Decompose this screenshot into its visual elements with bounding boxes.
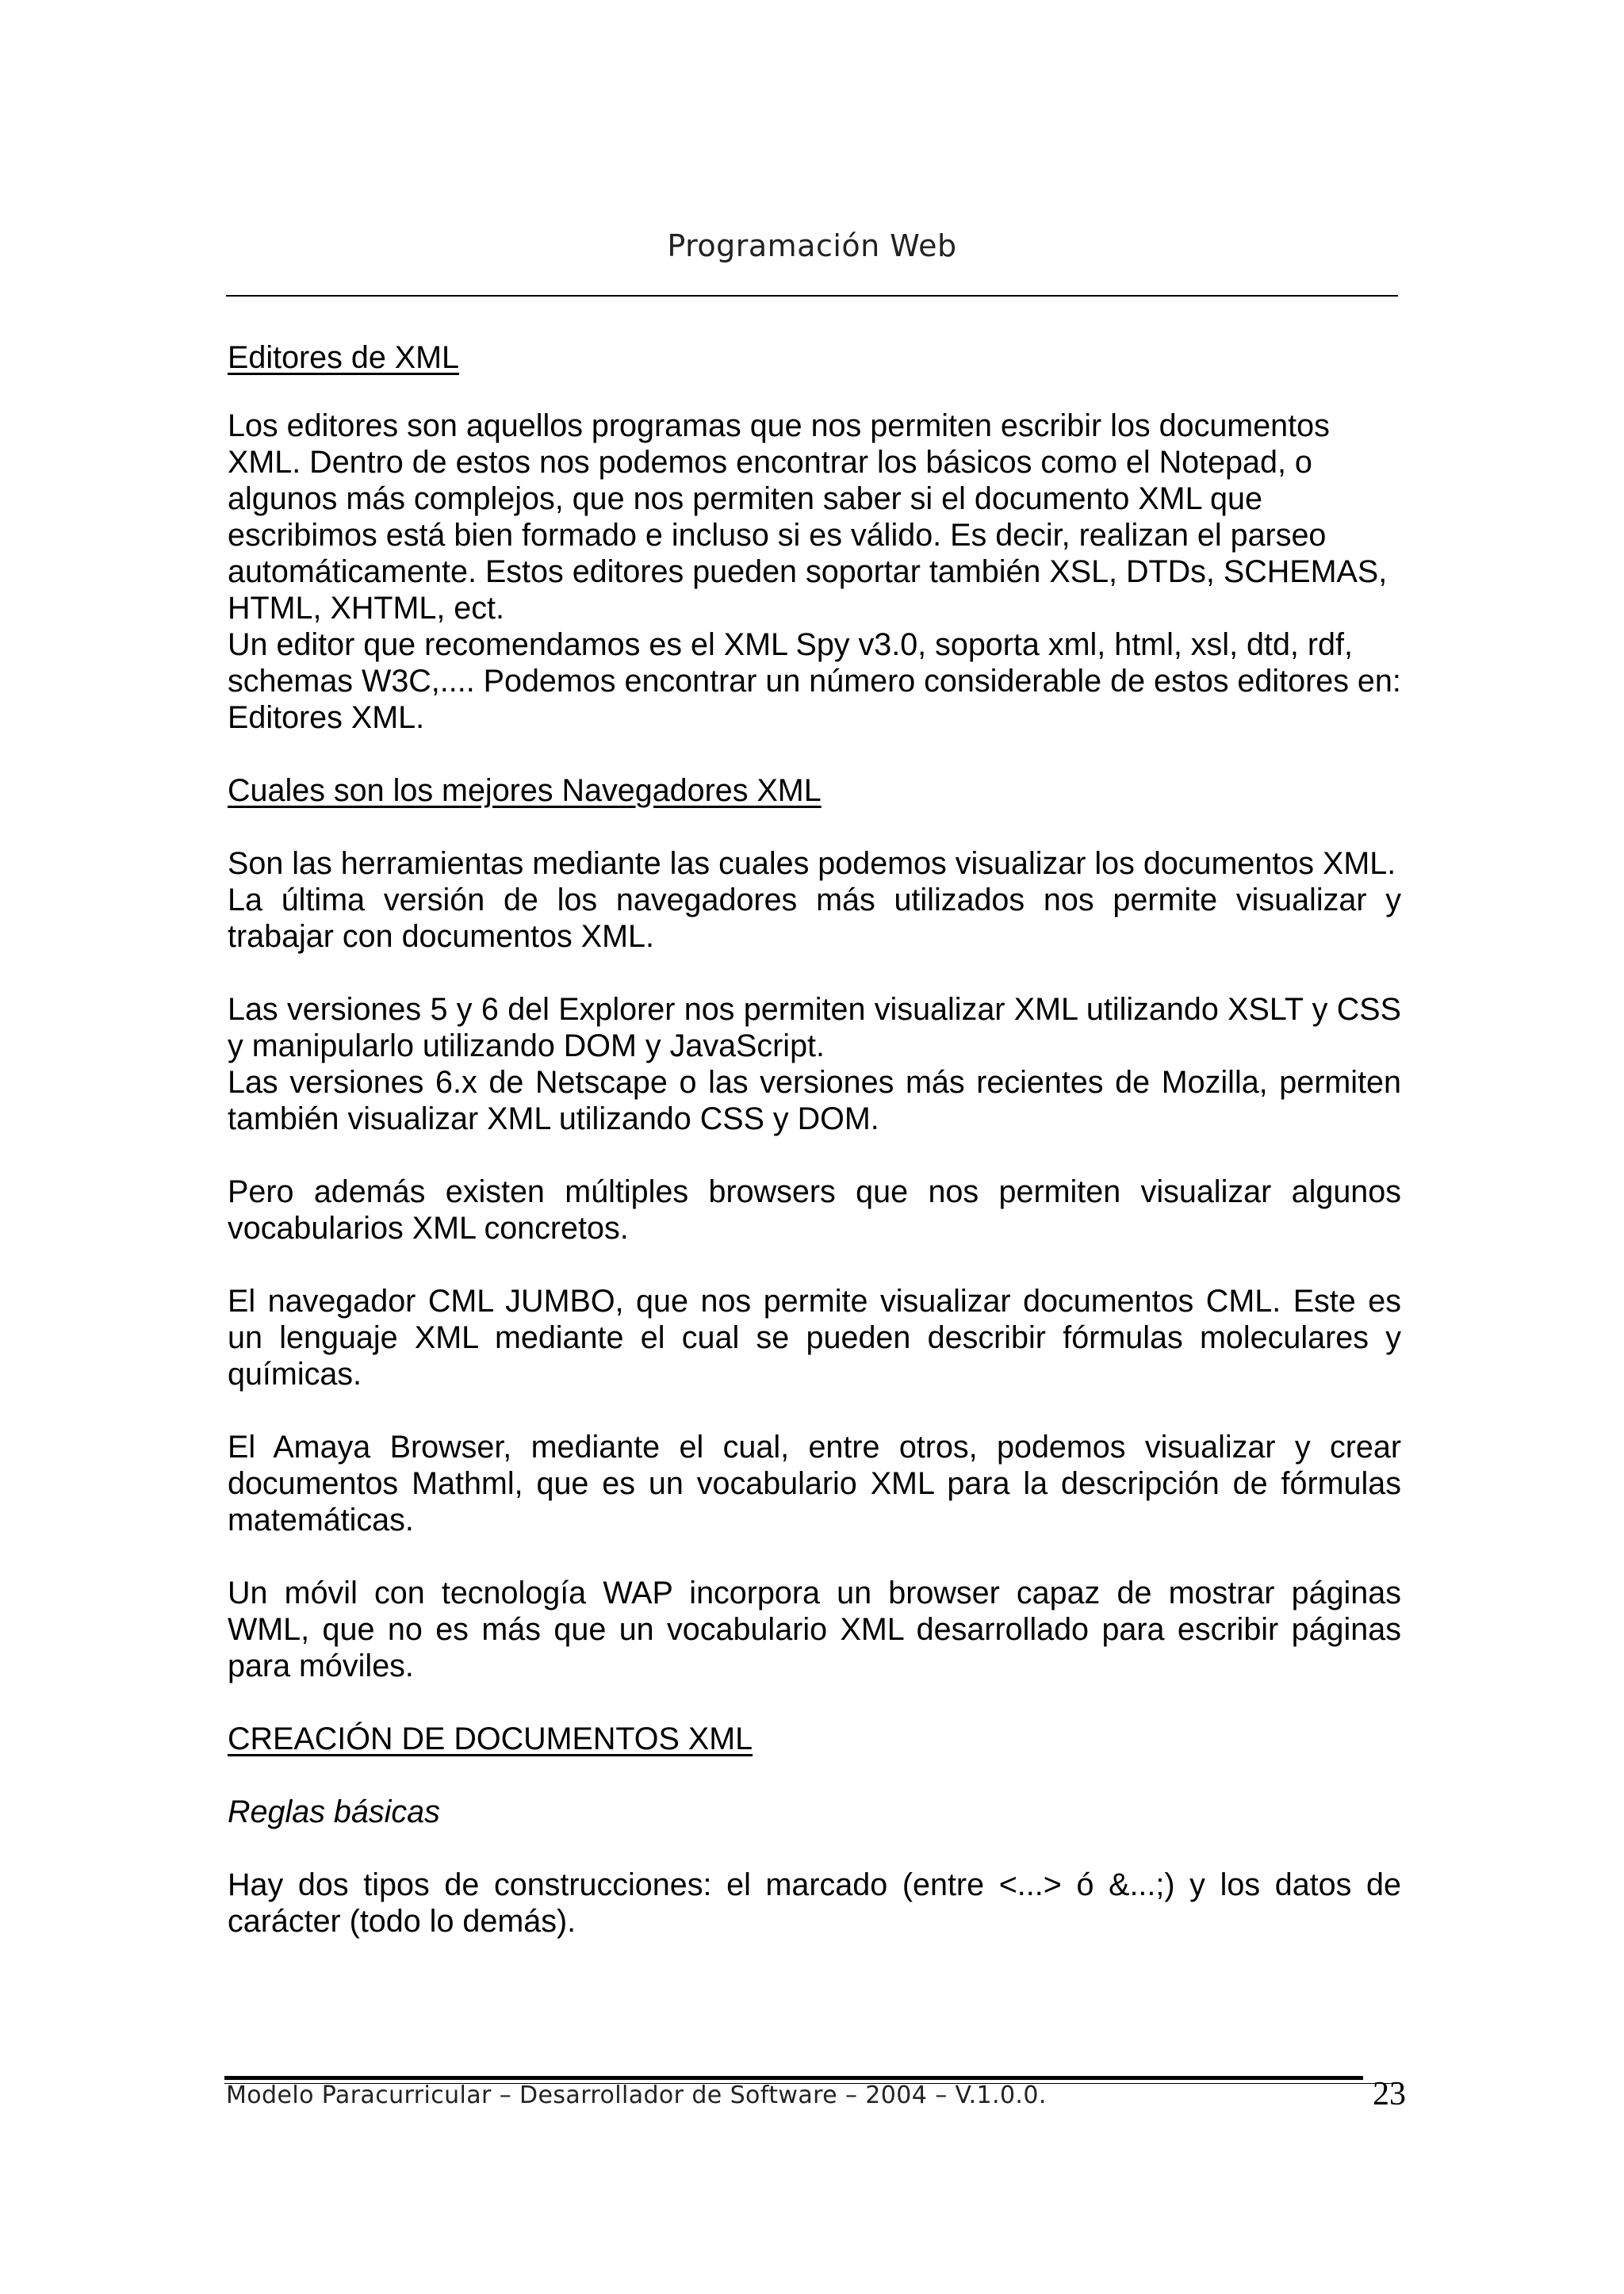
paragraph-navegadores-latest: La última versión de los navegadores más utilizados nos permite visualizar y trabajar con documentos XML. — [228, 883, 1401, 954]
spacer — [228, 1137, 1401, 1174]
page-body — [228, 339, 1401, 1940]
paragraph-browsers: Pero además existen múltiples browsers que nos permiten visualizar algunos vocabularios XML concretos. — [228, 1174, 1401, 1246]
paragraph-netscape: Las versiones 6.x de Netscape o las versiones más recientes de Mozilla, permiten también visualizar XML utilizando CSS y DOM. — [228, 1065, 1401, 1136]
page-number: 23 — [1373, 2076, 1406, 2112]
subsection-title-reglas: Reglas básicas — [228, 1794, 440, 1829]
section-title-editores: Editores de XML — [228, 340, 460, 375]
spacer — [228, 1392, 1401, 1429]
footer-text: Modelo Paracurricular – Desarrollador de Software – 2004 – V.1.0.0. — [226, 2081, 1047, 2109]
spacer — [228, 1757, 1401, 1794]
paragraph-editores-intro: Los editores son aquellos programas que nos permiten escribir los documentos XML. Dentro de estos nos podemos encontrar los básicos como el Notepad, o algunos más complejos, que nos permiten saber si el documento XML que escribimos está bien formado e incluso si es válido. Es decir, realizan el parseo automáticamente. Estos editores pueden soportar también XSL, DTDs, SCHEMAS, HTML, XHTML, ect. — [228, 408, 1388, 626]
spacer — [228, 809, 1401, 845]
running-header: Programación Web — [667, 228, 957, 263]
spacer — [228, 955, 1401, 991]
spacer — [228, 1538, 1401, 1575]
paragraph-construcciones: Hay dos tipos de construcciones: el marcado (entre <...> ó &...;) y los datos de carácter (todo lo demás). — [228, 1867, 1401, 1939]
paragraph-navegadores-definition: Son las herramientas mediante las cuales podemos visualizar los documentos XML. — [228, 846, 1396, 881]
paragraph-amaya: El Amaya Browser, mediante el cual, entre otros, podemos visualizar y crear documentos Mathml, que es un vocabulario XML para la descripción de fórmulas matemáticas. — [228, 1430, 1401, 1538]
paragraph-explorer: Las versiones 5 y 6 del Explorer nos permiten visualizar XML utilizando XSLT y CSS y manipularlo utilizando DOM y JavaScript. — [228, 992, 1401, 1063]
spacer — [228, 1247, 1401, 1283]
paragraph-cml-jumbo: El navegador CML JUMBO, que nos permite visualizar documentos CML. Este es un lenguaje XML mediante el cual se pueden describir fórmulas moleculares y químicas. — [228, 1284, 1401, 1392]
spacer — [228, 1830, 1401, 1867]
spacer — [228, 1684, 1401, 1721]
spacer — [228, 736, 1401, 772]
header-rule — [226, 295, 1398, 297]
section-title-creacion: CREACIÓN DE DOCUMENTOS XML — [228, 1721, 753, 1756]
section-title-navegadores: Cuales son los mejores Navegadores XML — [228, 773, 822, 808]
spacer — [228, 376, 1401, 408]
paragraph-wap: Un móvil con tecnología WAP incorpora un browser capaz de mostrar páginas WML, que no es más que un vocabulario XML desarrollado para escribir páginas para móviles. — [228, 1576, 1401, 1683]
paragraph-editores-recommendation: Un editor que recomendamos es el XML Spy v3.0, soporta xml, html, xsl, dtd, rdf, schemas W3C,.... Podemos encontrar un número considerable de estos editores en: Editores XML. — [228, 627, 1401, 735]
footer-rule — [224, 2076, 1363, 2080]
